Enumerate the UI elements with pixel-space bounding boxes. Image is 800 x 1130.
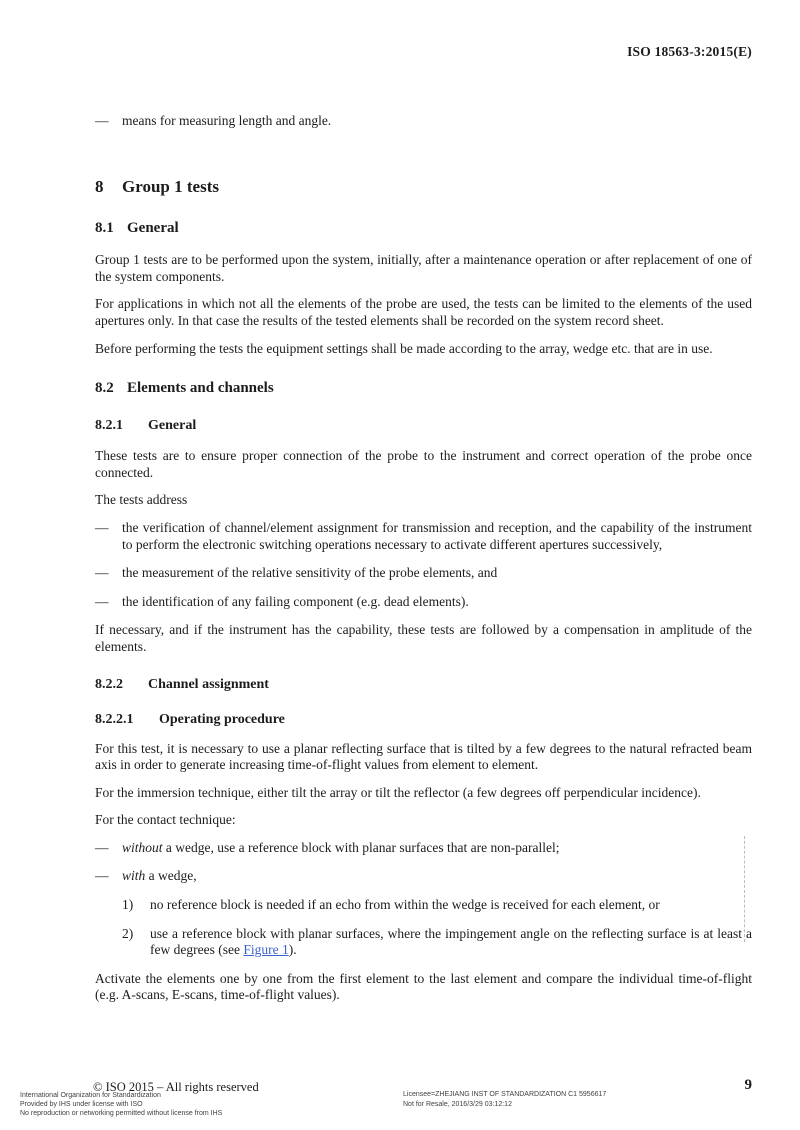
- paragraph: For the contact technique:: [95, 812, 236, 828]
- numbered-item-text: no reference block is needed if an echo from within the wedge is received for each element, or: [150, 897, 660, 913]
- footer-license-stamp: [403, 1090, 606, 1110]
- heading-8-2-2-1: [95, 711, 752, 728]
- numbered-item-text: ).: [288, 942, 297, 958]
- heading-8-2-1: [95, 417, 752, 434]
- revision-change-bar: [744, 836, 745, 942]
- list-item-text: the identification of any failing component (e.g. dead elements).: [122, 593, 469, 609]
- paragraph: Activate the elements one by one from the first element to the last element and compare the individual time-of-flight (e.g. A-scans, E-scans, time-of-flight values).: [95, 970, 752, 1003]
- heading-8-1: [95, 219, 752, 237]
- paragraph: For applications in which not all the elements of the probe are used, the tests can be limited to the elements of the used apertures only. In that case the results of the tested elements shall be recorded on the system record sheet.: [95, 296, 752, 328]
- list-item: [95, 594, 752, 611]
- numbered-item-text: use a reference block with planar surfaces, where the impingement angle on the reflecting surface is at least a few degrees (see: [150, 925, 752, 958]
- heading-8-2: [95, 379, 752, 397]
- dash-bullet: —: [95, 839, 109, 855]
- footer-ihs-line: Provided by IHS under license with ISO: [20, 1100, 143, 1108]
- heading-8: [95, 177, 752, 197]
- list-item-text: a wedge,: [145, 868, 197, 884]
- doc-code-header: ISO 18563-3:2015(E): [627, 44, 752, 59]
- heading-8-2-2: [95, 676, 752, 693]
- footer-ihs-line: International Organization for Standardization: [20, 1092, 161, 1099]
- paragraph: If necessary, and if the instrument has the capability, these tests are followed by a compensation in amplitude of the elements.: [95, 622, 752, 654]
- list-item-text: a wedge, use a reference block with planar surfaces that are non-parallel;: [162, 839, 560, 855]
- figure-1-link[interactable]: Figure 1: [243, 942, 289, 958]
- heading-number: 8.2.1: [95, 418, 123, 434]
- heading-number: 8.2.2.1: [95, 711, 134, 727]
- heading-number: 8: [95, 177, 104, 197]
- paragraph: For the immersion technique, either tilt the array or tilt the reflector (a few degrees off perpendicular incidence).: [95, 784, 701, 800]
- dash-bullet: —: [95, 565, 109, 581]
- heading-title: Operating procedure: [159, 711, 285, 727]
- list-item: [95, 840, 752, 857]
- item-number: 2): [122, 925, 134, 941]
- heading-title: Channel assignment: [148, 676, 269, 692]
- heading-number: 8.1: [95, 220, 114, 237]
- list-item-text: the measurement of the relative sensitivity of the probe elements, and: [122, 565, 498, 581]
- paragraph: For this test, it is necessary to use a planar reflecting surface that is tilted by a few degrees to the natural refracted beam axis in order to generate increasing time-of-flight values from element to element.: [95, 740, 752, 773]
- heading-number: 8.2.2: [95, 676, 123, 692]
- footer-ihs-line: No reproduction or networking permitted without license from IHS: [20, 1109, 223, 1117]
- paragraph: Group 1 tests are to be performed upon the system, initially, after a maintenance operation or after replacement of one of the system components.: [95, 252, 752, 284]
- list-item: [95, 520, 752, 553]
- list-item-lead-italic: with: [122, 868, 146, 884]
- page-number: 9: [744, 1077, 752, 1093]
- heading-title: General: [127, 220, 179, 237]
- numbered-item: [95, 926, 752, 959]
- page-content: [95, 44, 752, 1015]
- dash-bullet: —: [95, 519, 109, 535]
- paragraph: The tests address: [95, 492, 188, 508]
- heading-title: Group 1 tests: [122, 177, 219, 197]
- heading-title: Elements and channels: [127, 380, 274, 397]
- footer-copyright: © ISO 2015 – All rights reserved: [93, 1080, 259, 1094]
- heading-number: 8.2: [95, 380, 114, 397]
- footer-ihs-notice: [20, 1092, 222, 1118]
- dash-bullet: —: [95, 868, 109, 884]
- footer-resale-line: Not for Resale, 2016/3/29 03:12:12: [403, 1101, 512, 1108]
- item-number: 1): [122, 897, 134, 913]
- list-item: [95, 113, 752, 130]
- dash-bullet: —: [95, 593, 109, 609]
- footer-licensee-line: Licensee=ZHEJIANG INST OF STANDARDIZATION C1 5956617: [403, 1091, 607, 1098]
- paragraph: Before performing the tests the equipment settings shall be made according to the array, wedge etc. that are in use.: [95, 340, 713, 356]
- paragraph: These tests are to ensure proper connection of the probe to the instrument and correct operation of the probe once connected.: [95, 448, 752, 480]
- list-item: [95, 565, 752, 582]
- list-item-text: the verification of channel/element assignment for transmission and reception, and the capability of the instrument to perform the electronic switching operations necessary to activate different apertures successively,: [122, 519, 752, 552]
- list-item-lead-italic: without: [122, 839, 163, 855]
- dash-bullet: —: [95, 112, 109, 128]
- list-item-text: means for measuring length and angle.: [122, 112, 332, 128]
- list-item: [95, 868, 752, 885]
- numbered-item: [95, 897, 752, 914]
- heading-title: General: [148, 418, 197, 434]
